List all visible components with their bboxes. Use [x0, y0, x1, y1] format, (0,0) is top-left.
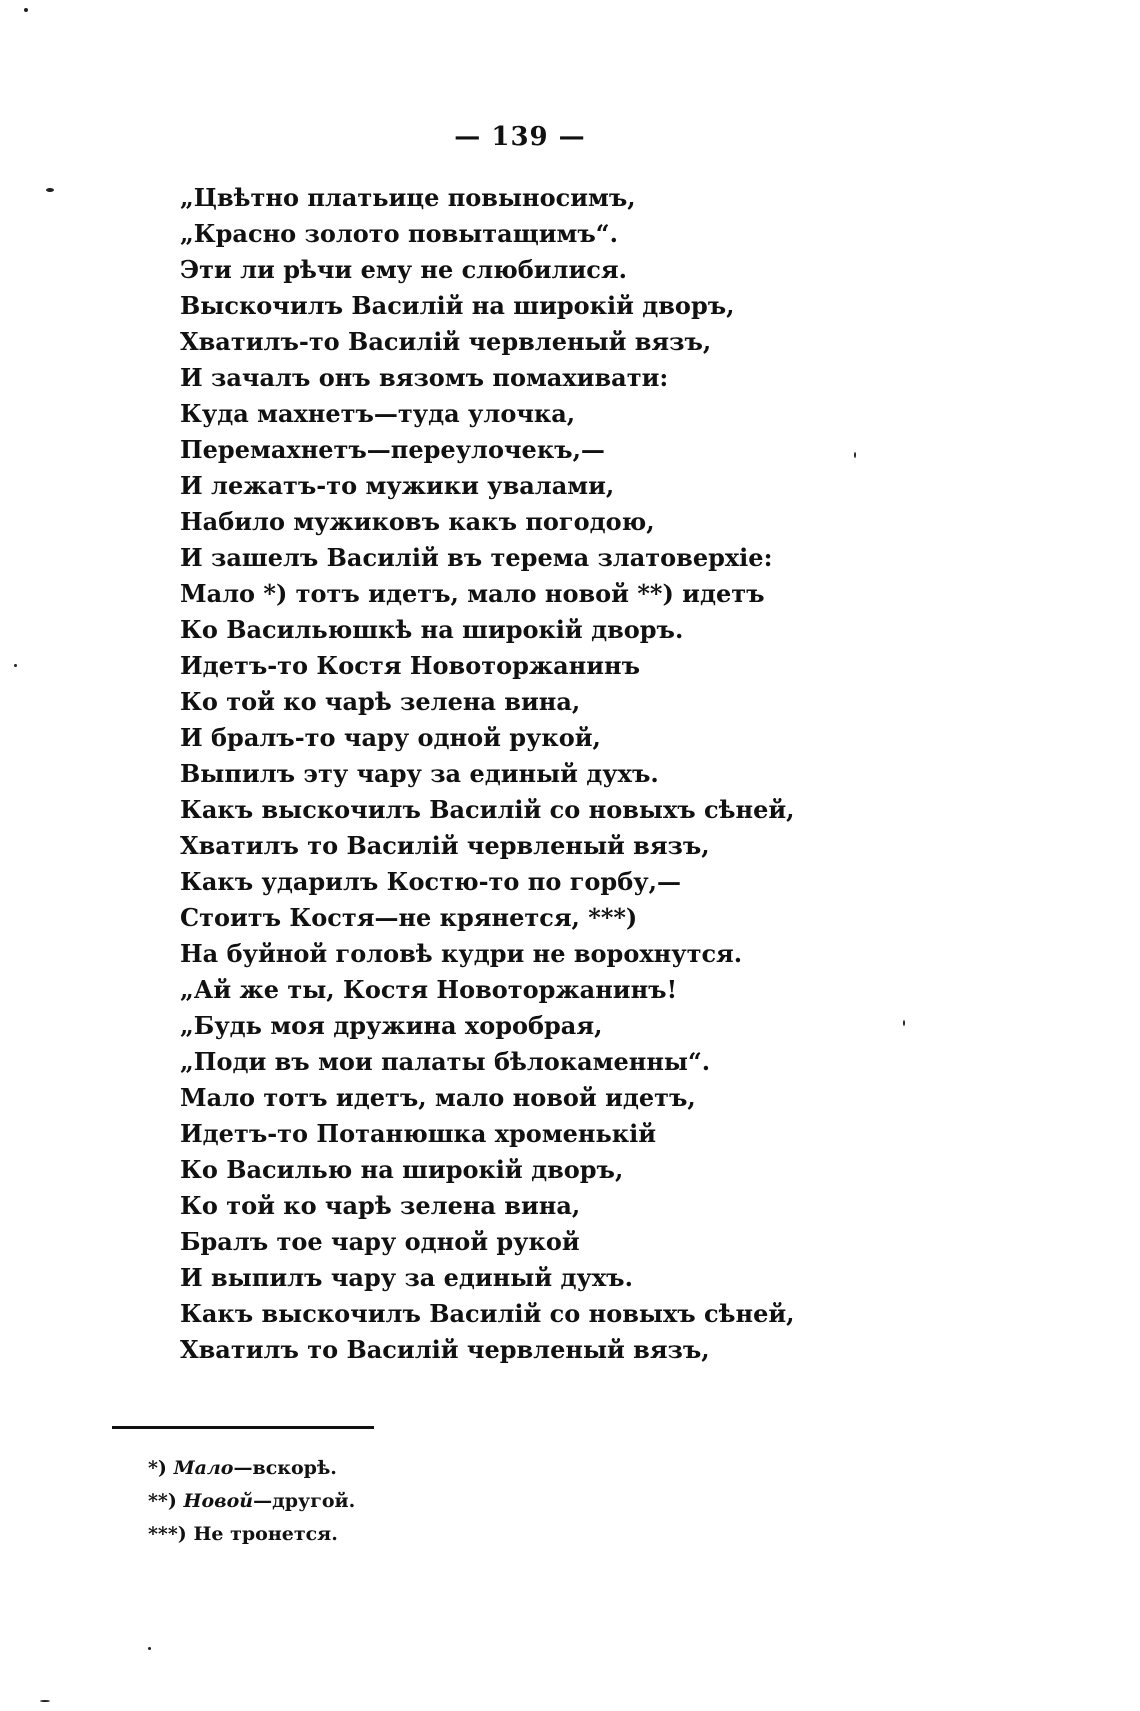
- footnote-definition: —вскорѣ.: [233, 1457, 337, 1479]
- poem-line: „Цвѣтно платьице повыносимъ,: [180, 183, 636, 212]
- poem-text: [180, 180, 940, 1368]
- poem-line: Мало тотъ идетъ, мало новой идетъ,: [180, 1083, 696, 1112]
- poem-line: И выпилъ чару за единый духъ.: [180, 1263, 633, 1292]
- poem-line: „Красно золото повытащимъ“.: [180, 219, 618, 248]
- poem-line: Выпилъ эту чару за единый духъ.: [180, 759, 659, 788]
- scan-speck: [14, 664, 17, 667]
- poem-line: Хватилъ-то Василій червленый вязъ,: [180, 327, 712, 356]
- poem-line: Ко Васильюшкѣ на широкій дворъ.: [180, 615, 684, 644]
- footnote-term: Новой: [183, 1490, 254, 1512]
- poem-line: „Ай же ты, Костя Новоторжанинъ!: [180, 975, 678, 1004]
- poem-line: „Будь моя дружина хоробрая,: [180, 1011, 603, 1040]
- footnote-term: Мало: [173, 1457, 234, 1479]
- poem-line: Какъ выскочилъ Василій со новыхъ сѣней,: [180, 1299, 795, 1328]
- poem-line: Хватилъ то Василій червленый вязъ,: [180, 1335, 710, 1364]
- scan-speck: [854, 452, 856, 458]
- poem-line: И зашелъ Василій въ терема златоверхіе:: [180, 543, 773, 572]
- poem-line: И лежатъ-то мужики увалами,: [180, 471, 615, 500]
- poem-line: Набило мужиковъ какъ погодою,: [180, 507, 655, 536]
- footnotes: [148, 1452, 748, 1551]
- poem-line: Какъ выскочилъ Василій со новыхъ сѣней,: [180, 795, 795, 824]
- footnote-mark: ***): [148, 1523, 187, 1545]
- poem-line: Мало *) тотъ идетъ, мало новой **) идетъ: [180, 579, 765, 608]
- poem-line: Идетъ-то Потанюшка хроменькій: [180, 1119, 657, 1148]
- scan-speck: [40, 1700, 50, 1702]
- footnote: [148, 1452, 748, 1485]
- scan-speck: [24, 8, 28, 12]
- poem-line: Идетъ-то Костя Новоторжанинъ: [180, 651, 640, 680]
- poem-line: Куда махнетъ—туда улочка,: [180, 399, 576, 428]
- poem-line: И бралъ-то чару одной рукой,: [180, 723, 601, 752]
- footnote-mark: *): [148, 1457, 167, 1479]
- footnote-divider: [112, 1426, 374, 1429]
- poem-line: Перемахнетъ—переулочекъ,—: [180, 435, 605, 464]
- poem-line: Ко Василью на широкій дворъ,: [180, 1155, 624, 1184]
- footnote: [148, 1518, 748, 1551]
- footnote-mark: **): [148, 1490, 177, 1512]
- scan-speck: [903, 1020, 905, 1026]
- poem-line: Какъ ударилъ Костю-то по горбу,—: [180, 867, 681, 896]
- scan-speck: [148, 1647, 151, 1650]
- poem-line: Стоитъ Костя—не крянется, ***): [180, 903, 638, 932]
- poem-line: Эти ли рѣчи ему не слюбилися.: [180, 255, 627, 284]
- poem-line: Хватилъ то Василій червленый вязъ,: [180, 831, 710, 860]
- poem-line: На буйной головѣ кудри не ворохнутся.: [180, 939, 743, 968]
- poem-line: Ко той ко чарѣ зелена вина,: [180, 687, 581, 716]
- footnote-definition: Не тронется.: [193, 1523, 338, 1545]
- poem-line: И зачалъ онъ вязомъ помахивати:: [180, 363, 669, 392]
- footnote: [148, 1485, 748, 1518]
- poem-line: Ко той ко чарѣ зелена вина,: [180, 1191, 581, 1220]
- poem-line: „Поди въ мои палаты бѣлокаменны“.: [180, 1047, 711, 1076]
- scan-speck: [46, 188, 54, 192]
- poem-line: Выскочилъ Василій на широкій дворъ,: [180, 291, 735, 320]
- page-number: — 139 —: [454, 122, 586, 152]
- poem-line: Бралъ тое чару одной рукой: [180, 1227, 580, 1256]
- footnote-definition: —другой.: [253, 1490, 356, 1512]
